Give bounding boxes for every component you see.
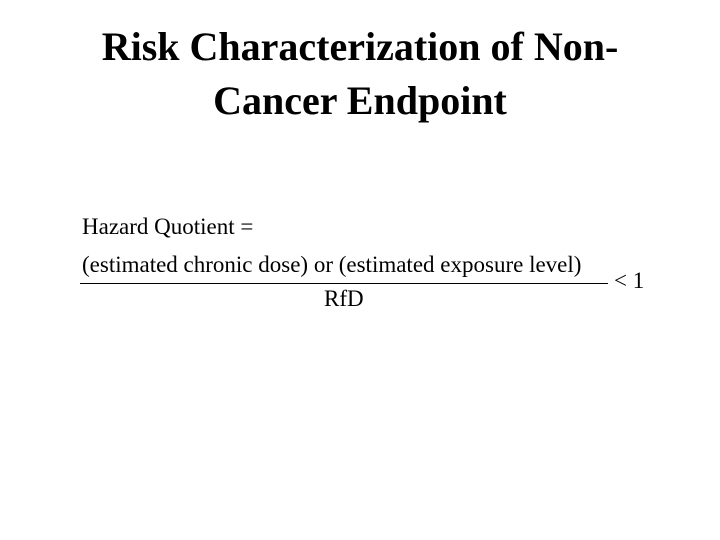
- slide-title-line-1: Risk Characterization of Non-: [101, 24, 619, 69]
- equation-comparison: < 1: [614, 268, 645, 293]
- slide-title: [0, 20, 720, 128]
- equation-numerator: (estimated chronic dose) or (estimated exposure level): [82, 252, 582, 277]
- equation-denominator: RfD: [324, 286, 364, 311]
- hazard-quotient-equation: [80, 212, 660, 322]
- slide-title-line-2: Cancer Endpoint: [213, 78, 507, 123]
- equation-lhs: Hazard Quotient =: [82, 214, 254, 239]
